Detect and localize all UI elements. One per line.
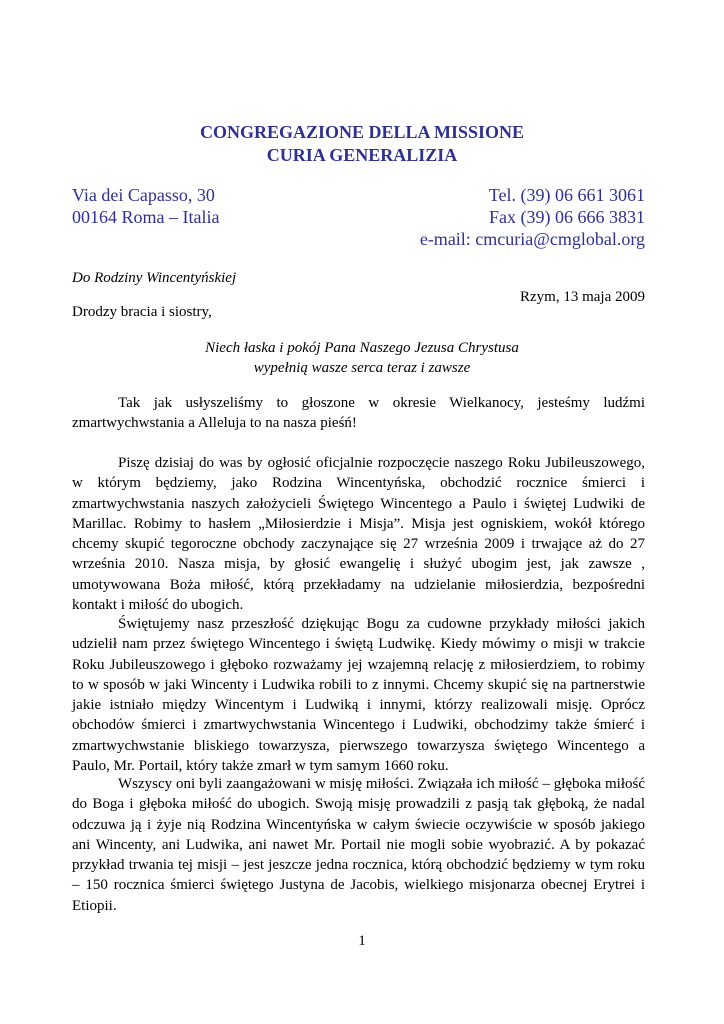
organization-title: CONGREGAZIONE DELLA MISSIONE	[199, 122, 525, 142]
body-paragraph: Piszę dzisiaj do was by ogłosić oficjalnie rozpoczęcie naszego Roku Jubileuszowego, w którym będziemy, jako Rodzina Wincentyńska, obchodzić rocznice śmierci i zmartwychwstania naszych założycieli Świętego Wincentego a Paulo i świętej Ludwiki de Marillac. Robimy to hasłem „Miłosierdzie i Misja”. Misja jest ogniskiem, wokół którego chcemy skupić tegoroczne obchody zaczynające się 27 września 2009 i trwające aż do 27 września 2010. Nasza misja, by głosić ewangelię i służyć ubogim jest, jak zawsze , umotywowana Boża miłość, którą przekładamy na udzielanie miłosierdzia, bezpośredni kontakt i miłość do ubogich.	[72, 455, 645, 614]
recipient-line: Do Rodziny Wincentyńskiej	[72, 270, 237, 286]
body-paragraph: Świętujemy nasz przeszłość dziękując Bogu za cudowne przykłady miłości jakich udzielił nam przez świętego Wincentego i świętą Ludwikę. Kiedy mówimy o misji w trakcie Roku Jubileuszowego i głęboko rozważamy jej wzajemną relację z miłosierdziem, to robimy to w sposób w jaki Wincenty i Ludwika robili to z innymi. Chcemy skupić się na partnerstwie jakie istniało między Wincentym i Ludwiką i innymi, którzy realizowali misję. Oprócz obchodów śmierci i zmartwychwstania Wincentego i Ludwiki, obchodzimy także śmierć i zmartwychwstanie bliskiego towarzysza, pierwszego towarzysza świętego Wincentego a Paulo, Mr. Portail, który także zmarł w tym samym 1660 roku.	[72, 616, 645, 775]
phone-number: Tel. (39) 06 661 3061	[488, 185, 645, 205]
body-paragraph: Tak jak usłyszeliśmy to głoszone w okresie Wielkanocy, jesteśmy ludźmi zmartwychwstania a Alleluja to na nasza pieśń!	[72, 395, 645, 432]
address-city: 00164 Roma – Italia	[72, 207, 220, 227]
page-number: 1	[358, 933, 366, 949]
greeting: Drodzy bracia i siostry,	[72, 304, 212, 320]
fax-number: Fax (39) 06 666 3831	[489, 207, 645, 227]
address-street: Via dei Capasso, 30	[72, 185, 215, 205]
body-paragraph: Wszyscy oni byli zaangażowani w misję miłości. Związała ich miłość – głęboka miłość do Boga i głęboka miłość do ubogich. Swoją misję prowadzili z pasją tak głęboką, że nadal odczuwa ją i żyje nią Rodzina Wincentyńska w całym świecie oczywiście w sposób jakiego ani Wincenty, ani Ludwika, ani nawet Mr. Portail nie mogli sobie wyobrazić. A by pokazać przykład trwania tej misji – jest jeszcze jedna rocznica, którą obchodzić będziemy w tym roku – 150 rocznica śmierci świętego Justyna de Jacobis, wielkiego misjonarza obecnej Erytrei i Etiopii.	[72, 776, 645, 914]
letter-date: Rzym, 13 maja 2009	[520, 289, 645, 305]
organization-subtitle: CURIA GENERALIZIA	[266, 145, 458, 165]
email-address: e-mail: cmcuria@cmglobal.org	[419, 229, 645, 249]
blessing-line-2: wypełnią wasze serca teraz i zawsze	[253, 360, 471, 376]
blessing-line-1: Niech łaska i pokój Pana Naszego Jezusa Chrystusa	[205, 340, 519, 356]
